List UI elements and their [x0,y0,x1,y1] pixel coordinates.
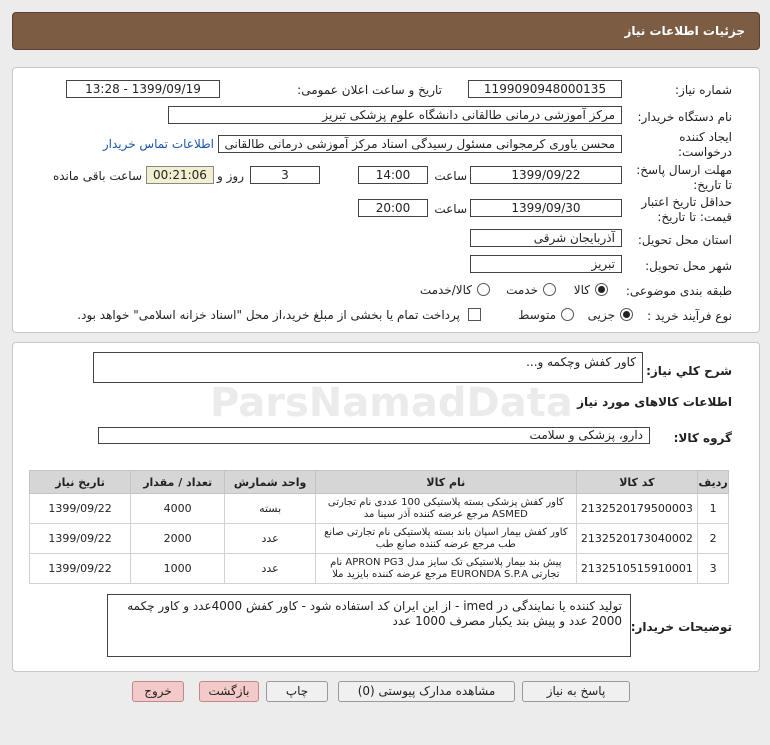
category-radio-service[interactable] [543,283,556,296]
goods-unit: بسته [225,494,316,524]
summary-field: کاور کفش وچکمه و... [93,352,643,383]
goods-name: کاور کفش بیمار اسپان باند بسته پلاستیکی نام تجارتی صانع طب مرجع عرضه کننده صانع طب [316,524,577,554]
buyer-notes-field [107,594,631,657]
col-qty-header: تعداد / مقدار [131,471,225,494]
goods-code: 2132520179500003 [576,494,698,524]
goods-quantity: 4000 [131,494,225,524]
goods-group-field: دارو، پزشکی و سلامت [98,427,650,444]
print-button[interactable]: چاپ [266,681,328,702]
col-name-header: نام کالا [316,471,577,494]
exit-button[interactable]: خروج [132,681,184,702]
goods-quantity: 2000 [131,524,225,554]
remaining-time-field: 00:21:06 [146,166,214,184]
goods-section-title: اطلاعات کالاهای مورد نیاز [577,395,732,409]
summary-label: شرح کلي نياز: [646,364,732,378]
buyer-org-label: نام دستگاه خریدار: [637,110,732,124]
price-validity-time-label: ساعت [434,202,467,216]
city-label: شهر محل تحویل: [645,259,732,273]
announce-datetime-field: 1399/09/19 - 13:28 [66,80,220,98]
category-radio-both[interactable] [477,283,490,296]
remaining-time-label: ساعت باقی مانده [52,169,142,183]
goods-name: پیش بند بیمار پلاستیکی تک سایز مدل APRON PG3 نام تجارتی EURONDA S.P.A مرجع عرضه کننده بایزید ملا [316,554,577,584]
announce-datetime-label: تاریخ و ساعت اعلان عمومی: [297,83,442,97]
page-title: جزئیات اطلاعات نیاز [624,24,745,38]
price-validity-date-field: 1399/09/30 [470,199,622,217]
days-label: روز و [217,169,244,183]
category-label: طبقه بندی موضوعی: [625,284,732,298]
col-unit-header: واحد شمارش [225,471,316,494]
requester-field: محسن یاوری کرمجوانی مسئول رسیدگی اسناد مرکز آموزشی درمانی طالقانی [218,135,622,153]
reply-button[interactable]: پاسخ به نیاز [522,681,630,702]
reply-deadline-label-2: تا تاریخ: [693,178,732,192]
buyer-notes-line-1: تولید کننده یا نمایندگی در imed - از این ایران کد استفاده شود - کاور کفش 4000عدد و کاور چکمه [127,599,622,613]
category-option-goods: کالا [573,283,590,297]
watermark-text: ParsNamadData [210,380,573,426]
attachments-button[interactable]: مشاهده مدارک پیوستی (0) [338,681,515,702]
row-index: 1 [698,494,729,524]
city-field: تبریز [470,255,622,273]
reply-time-label: ساعت [434,169,467,183]
col-date-header: تاریخ نیاز [30,471,131,494]
goods-table [29,470,729,584]
buyer-contact-link[interactable]: اطلاعات تماس خریدار [102,137,214,151]
goods-name: کاور کفش پزشکی بسته پلاستیکی 100 عددی نام تجارتی ASMED مرجع عرضه کننده آذر سینا مد [316,494,577,524]
reply-date-field: 1399/09/22 [470,166,622,184]
process-type-label: نوع فرآیند خرید : [647,309,732,323]
goods-need-date: 1399/09/22 [30,524,131,554]
row-index: 3 [698,554,729,584]
category-option-service: خدمت [506,283,538,297]
category-radio-goods[interactable] [595,283,608,296]
process-radio-minor[interactable] [620,308,633,321]
requester-label-2: درخواست: [678,145,732,159]
requester-label-1: ایجاد کننده [679,130,732,144]
goods-group-label: گروه کالا: [673,431,732,445]
buyer-org-field: مرکز آموزشی درمانی طالقانی دانشگاه علوم پزشکی تبریز [168,106,622,124]
table-row [30,524,729,554]
category-option-both: کالا/خدمت [419,283,472,297]
goods-code: 2132510515910001 [576,554,698,584]
col-code-header: کد کالا [576,471,698,494]
reply-days-field: 3 [250,166,320,184]
page-header [12,12,760,50]
goods-quantity: 1000 [131,554,225,584]
buyer-notes-label: توضیحات خریدار: [630,620,732,634]
table-row [30,554,729,584]
goods-unit: عدد [225,524,316,554]
table-header-row [30,471,729,494]
treasury-note: پرداخت تمام یا بخشی از مبلغ خرید،از محل "اسناد خزانه اسلامی" خواهد بود. [77,308,460,322]
process-option-medium: متوسط [518,308,556,322]
price-validity-time-field: 20:00 [358,199,428,217]
back-button[interactable]: بازگشت [199,681,259,702]
col-row-header: ردیف [698,471,729,494]
need-number-field: 1199090948000135 [468,80,622,98]
process-option-minor: جزیی [587,308,615,322]
goods-unit: عدد [225,554,316,584]
reply-deadline-label-1: مهلت ارسال پاسخ: [636,163,732,177]
goods-code: 2132520173040002 [576,524,698,554]
process-radio-medium[interactable] [561,308,574,321]
buyer-notes-line-2: 2000 عدد و پیش بند یکبار مصرف 1000 عدد [392,614,622,628]
table-row [30,494,729,524]
price-validity-label-2: قیمت: تا تاریخ: [657,210,732,224]
province-label: استان محل تحویل: [637,233,732,247]
goods-need-date: 1399/09/22 [30,494,131,524]
reply-time-field: 14:00 [358,166,428,184]
treasury-checkbox[interactable] [468,308,481,321]
row-index: 2 [698,524,729,554]
province-field: آذربایجان شرقی [470,229,622,247]
goods-need-date: 1399/09/22 [30,554,131,584]
need-number-label: شماره نیاز: [675,83,732,97]
price-validity-label-1: حداقل تاریخ اعتبار [641,195,732,209]
